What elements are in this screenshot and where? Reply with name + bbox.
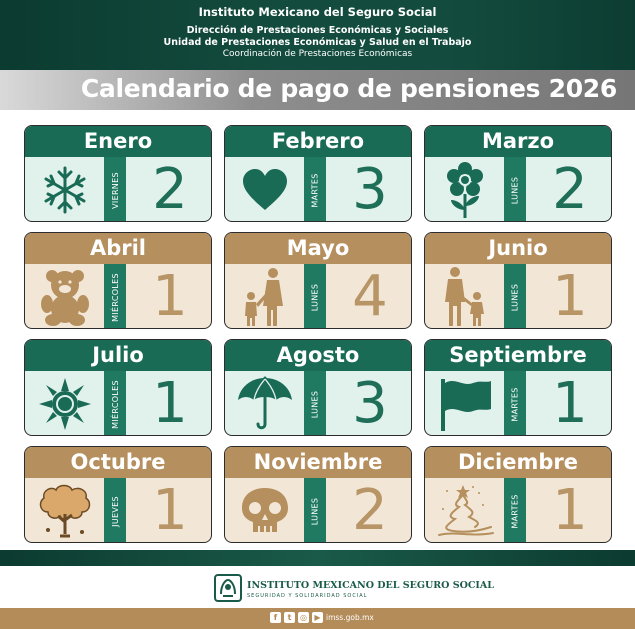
header-banner (0, 0, 635, 70)
month-name: Junio (425, 233, 611, 264)
weekday-label: LUNES (310, 497, 320, 525)
month-name: Agosto (225, 340, 411, 371)
social-icons (270, 612, 323, 623)
day-number: 2 (552, 157, 588, 222)
month-name: Septiembre (425, 340, 611, 371)
twitter-icon[interactable]: t (284, 612, 295, 623)
day-number: 1 (152, 371, 188, 436)
father-child-icon (425, 264, 504, 329)
day-number: 4 (352, 264, 388, 329)
calendar-grid (0, 110, 635, 550)
footer-tagline: SEGURIDAD Y SOLIDARIDAD SOCIAL (247, 593, 368, 599)
day-number: 1 (552, 264, 588, 329)
header-direction: Dirección de Prestaciones Económicas y Sociales (186, 25, 449, 36)
month-name: Julio (25, 340, 211, 371)
weekday-label: MIÉRCOLES (110, 379, 120, 429)
instagram-icon[interactable]: ◎ (298, 612, 309, 623)
month-card-julio (24, 339, 212, 436)
month-name: Mayo (225, 233, 411, 264)
skull-icon (225, 478, 304, 543)
month-name: Enero (25, 126, 211, 157)
footer-divider (0, 550, 635, 566)
day-number: 1 (552, 478, 588, 543)
month-name: Abril (25, 233, 211, 264)
month-card-febrero (224, 125, 412, 222)
month-card-enero (24, 125, 212, 222)
heart-icon (225, 157, 304, 222)
day-number: 1 (552, 371, 588, 436)
day-number: 2 (352, 478, 388, 543)
weekday-label: MARTES (510, 386, 520, 422)
day-number: 1 (152, 264, 188, 329)
month-card-septiembre (424, 339, 612, 436)
month-name: Diciembre (425, 447, 611, 478)
flag-icon (425, 371, 504, 436)
month-name: Octubre (25, 447, 211, 478)
teddy-bear-icon (25, 264, 104, 329)
weekday-label: LUNES (510, 283, 520, 311)
month-name: Marzo (425, 126, 611, 157)
flower-icon (425, 157, 504, 222)
month-card-marzo (424, 125, 612, 222)
page-title: Calendario de pago de pensiones 2026 (80, 74, 617, 103)
weekday-label: MARTES (510, 493, 520, 529)
weekday-label: LUNES (510, 176, 520, 204)
day-number: 2 (152, 157, 188, 222)
weekday-label: MARTES (310, 172, 320, 208)
month-name: Febrero (225, 126, 411, 157)
umbrella-icon (225, 371, 304, 436)
autumn-tree-icon (25, 478, 104, 543)
weekday-label: LUNES (310, 283, 320, 311)
facebook-icon[interactable]: f (270, 612, 281, 623)
footer-institution: INSTITUTO MEXICANO DEL SEGURO SOCIAL (247, 580, 494, 591)
day-number: 1 (152, 478, 188, 543)
month-card-junio (424, 232, 612, 329)
youtube-icon[interactable]: ▶ (312, 612, 323, 623)
month-card-abril (24, 232, 212, 329)
christmas-tree-icon (425, 478, 504, 543)
month-card-mayo (224, 232, 412, 329)
weekday-label: VIERNES (110, 171, 120, 209)
title-band (0, 70, 635, 110)
month-card-agosto (224, 339, 412, 436)
imss-logo-icon (214, 574, 242, 602)
snowflake-icon (25, 157, 104, 222)
month-card-noviembre (224, 446, 412, 543)
weekday-label: LUNES (310, 390, 320, 418)
weekday-label: JUEVES (110, 495, 120, 527)
header-unit: Unidad de Prestaciones Económicas y Salud en el Trabajo (163, 37, 472, 48)
sun-icon (25, 371, 104, 436)
header-coordination: Coordinación de Prestaciones Económicas (222, 49, 413, 59)
month-card-octubre (24, 446, 212, 543)
month-card-diciembre (424, 446, 612, 543)
header-institution: Instituto Mexicano del Seguro Social (198, 5, 437, 19)
footer-url[interactable]: imss.gob.mx (326, 613, 374, 622)
weekday-label: MIÉRCOLES (110, 272, 120, 322)
day-number: 3 (352, 157, 388, 222)
day-number: 3 (352, 371, 388, 436)
mother-child-icon (225, 264, 304, 329)
month-name: Noviembre (225, 447, 411, 478)
